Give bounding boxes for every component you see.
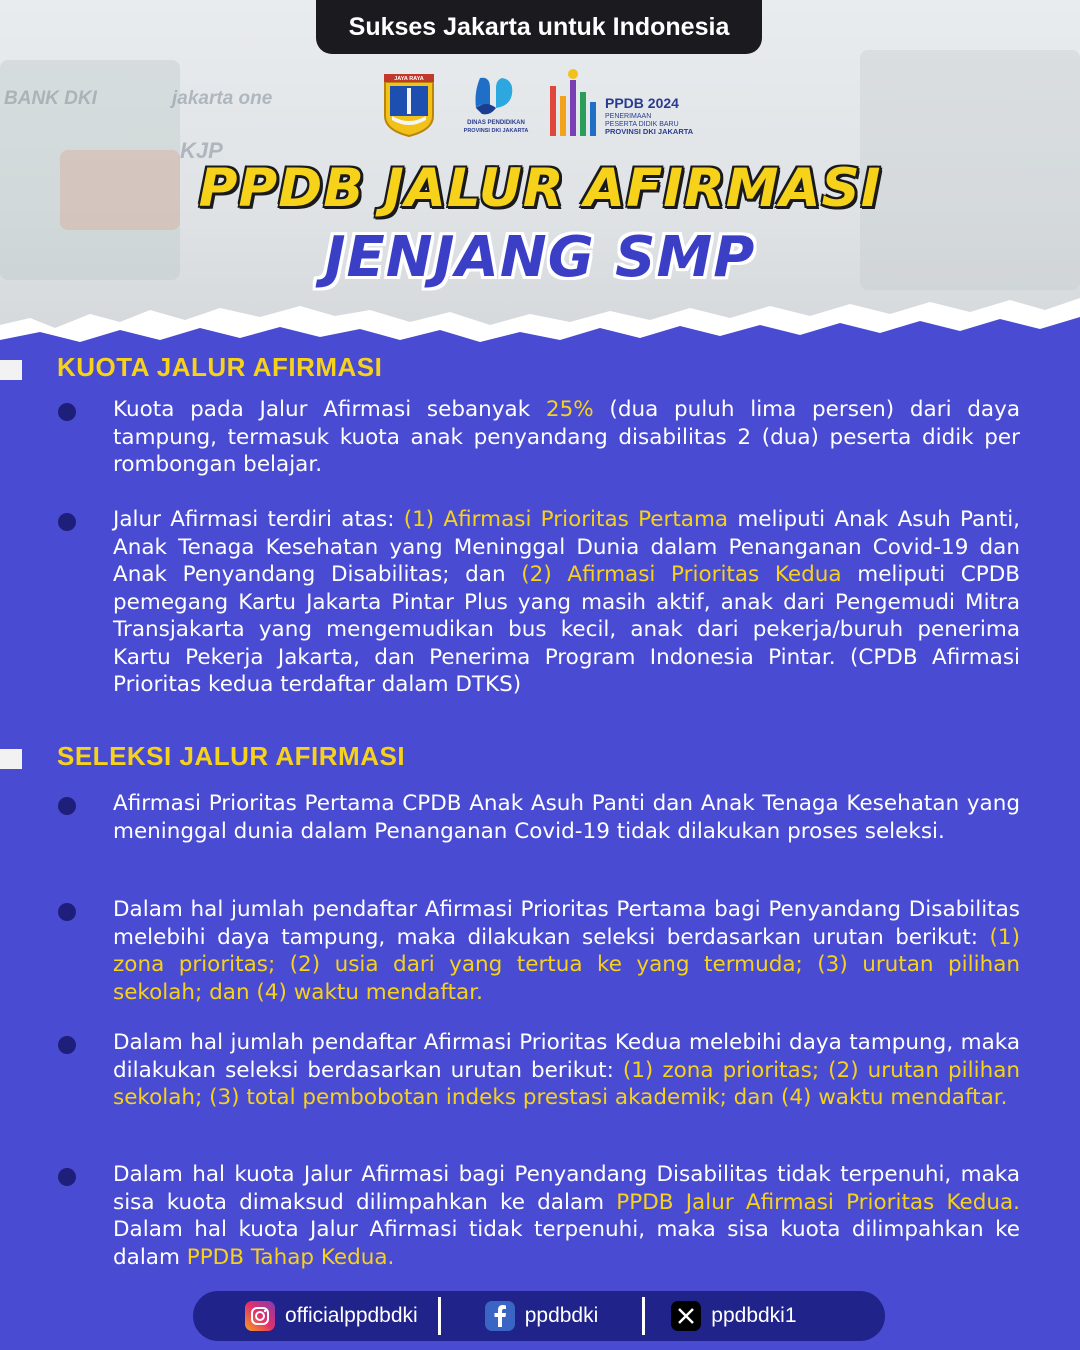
body-text: Dalam hal jumlah pendaftar Afirmasi Prioritas Kedua melebihi daya tampung, maka dilakukan seleksi berdasarkan urutan berikut: <box>113 1030 1020 1083</box>
body-text: meliputi Anak Asuh Panti, Anak Tenaga Kesehatan yang Meninggal Dunia dalam Penanganan Covid-19 dan Anak Penyandang Disabilitas; dan <box>113 507 1021 587</box>
highlight-text: PPDB Tahap Kedua. <box>186 1244 395 1270</box>
bullet-icon <box>58 797 76 815</box>
svg-text:JAYA RAYA: JAYA RAYA <box>394 76 424 82</box>
bullet-icon <box>58 903 76 921</box>
x-handle: ppdbdki1 <box>711 1304 797 1327</box>
svg-text:PESERTA DIDIK BARU: PESERTA DIDIK BARU <box>605 121 679 128</box>
page-subtitle: JENJANG SMP <box>324 225 756 290</box>
svg-text:PROVINSI DKI JAKARTA: PROVINSI DKI JAKARTA <box>463 128 529 134</box>
bullet-icon <box>58 513 76 531</box>
body-text: Dalam hal kuota Jalur Afirmasi tidak terpenuhi, maka sisa kuota dilimpahkan ke dalam <box>113 1217 1020 1270</box>
bg-jakone-text: jakarta one <box>172 88 273 109</box>
bullet-icon <box>58 1036 76 1054</box>
highlight-text: 25% <box>545 397 594 422</box>
x-icon <box>671 1301 701 1331</box>
section-marker <box>0 749 22 769</box>
instagram-link[interactable] <box>245 1301 418 1331</box>
instagram-handle: officialppdbdki <box>285 1304 418 1327</box>
body-text: Jalur Afirmasi terdiri atas: <box>113 507 404 532</box>
highlight-text: PPDB Jalur Afirmasi Prioritas Kedua. <box>616 1189 1021 1215</box>
list-item <box>113 1161 1020 1271</box>
facebook-link[interactable] <box>485 1301 599 1331</box>
body-text: meliputi CPDB pemegang Kartu Jakarta Pintar Plus yang masih aktif, anak dari Pengemudi Mitra Transjakarta yang mengemudikan bus kecil, anak dari pekerja/buruh penerima Kartu Pekerja Jakarta, dan Penerima Program Indonesia Pintar. (CPDB Afirmasi Prioritas kedua terdaftar dalam DTKS) <box>113 562 1020 697</box>
body-text: Dalam hal kuota Jalur Afirmasi bagi Penyandang Disabilitas tidak terpenuhi, maka sisa kuota dimaksud dilimpahkan ke dalam <box>113 1162 1020 1215</box>
section-marker <box>0 360 22 380</box>
body-text: Afirmasi Prioritas Pertama CPDB Anak Asuh Panti dan Anak Tenaga Kesehatan yang meninggal dunia dalam Penanganan Covid-19 tidak dilakukan proses seleksi. <box>113 791 1020 844</box>
page-title: PPDB JALUR AFIRMASI <box>198 158 882 219</box>
logo-row <box>0 66 1080 146</box>
bg-kjp-text: KJP <box>180 138 223 163</box>
facebook-icon <box>485 1301 515 1331</box>
tagline-pill: Sukses Jakarta untuk Indonesia <box>316 0 762 54</box>
svg-text:PENERIMAAN: PENERIMAAN <box>605 113 652 120</box>
list-item <box>113 790 1020 845</box>
highlight-text: (1) zona prioritas; (2) usia dari yang tertua ke yang termuda; (3) urutan pilihan sekolah; dan (4) waktu mendaftar. <box>113 924 1020 1005</box>
section-title-seleksi: SELEKSI JALUR AFIRMASI <box>57 741 406 771</box>
svg-text:DINAS PENDIDIKAN: DINAS PENDIDIKAN <box>467 120 525 126</box>
separator <box>438 1297 441 1335</box>
body-text: Dalam hal jumlah pendaftar Afirmasi Prioritas Pertama bagi Penyandang Disabilitas melebihi daya tampung, maka dilakukan seleksi berdasarkan urutan berikut: <box>113 897 1020 950</box>
svg-text:PPDB 2024: PPDB 2024 <box>605 95 679 111</box>
instagram-icon <box>245 1301 275 1331</box>
ppdb-2024-logo-icon <box>543 66 713 142</box>
separator <box>642 1297 645 1335</box>
jakarta-emblem-icon <box>382 72 436 138</box>
bullet-icon <box>58 1168 76 1186</box>
svg-text:PROVINSI DKI JAKARTA: PROVINSI DKI JAKARTA <box>605 127 694 136</box>
dinas-pendidikan-logo-icon <box>460 72 532 140</box>
social-media-bar <box>193 1291 885 1341</box>
bg-bank-text: BANK DKI <box>4 88 97 109</box>
list-item <box>113 896 1020 1006</box>
x-link[interactable] <box>671 1301 796 1331</box>
highlight-text: (1) zona prioritas; (2) urutan pilihan sekolah; (3) total pembobotan indeks prestasi akademik; dan (4) waktu mendaftar. <box>113 1057 1020 1110</box>
highlight-text: (1) Afirmasi Prioritas Pertama <box>403 507 729 532</box>
body-text: (dua puluh lima persen) dari daya tampung, termasuk kuota anak penyandang disabilitas 2 (dua) peserta didik per rombongan belajar. <box>113 397 1020 477</box>
list-item <box>113 506 1020 699</box>
list-item <box>113 1029 1020 1112</box>
bullet-icon <box>58 403 76 421</box>
facebook-handle: ppdbdki <box>524 1304 599 1327</box>
section-title-kuota: KUOTA JALUR AFIRMASI <box>57 352 383 382</box>
list-item <box>113 396 1020 479</box>
body-text: Kuota pada Jalur Afirmasi sebanyak <box>113 397 546 422</box>
highlight-text: (2) Afirmasi Prioritas Kedua <box>521 562 842 587</box>
